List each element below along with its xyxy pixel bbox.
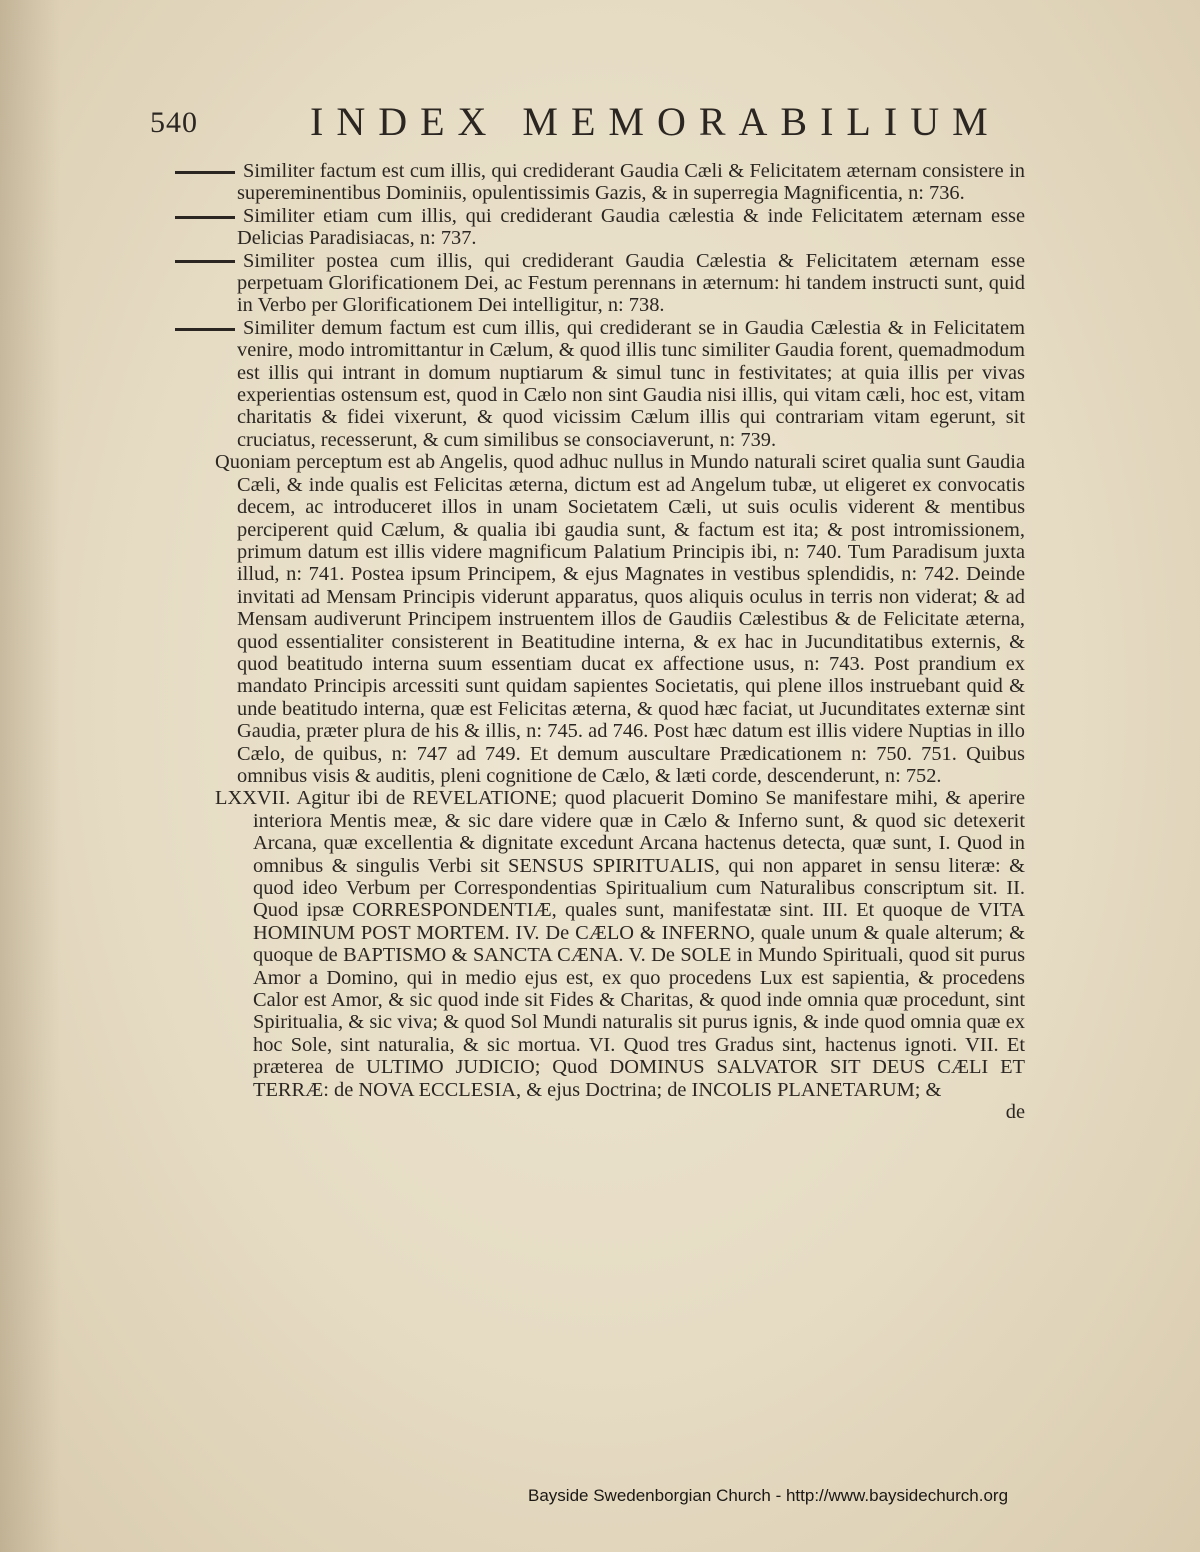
footer-credit: Bayside Swedenborgian Church - http://www.baysidechurch.org xyxy=(528,1486,1009,1505)
index-entry-738 xyxy=(215,250,1025,317)
dash-rule xyxy=(175,216,235,219)
entry-text: Similiter factum est cum illis, qui crediderant Gaudia Cæli & Felicitatem æternam consistere in supereminentibus Dominiis, opulentissimis Gazis, & in superregia Magnificentia, n: 736. xyxy=(237,160,1025,205)
index-entry-736 xyxy=(215,160,1025,205)
dash-rule xyxy=(175,171,235,174)
running-head: INDEX MEMORABILIUM xyxy=(310,99,1001,144)
entry-text: Similiter postea cum illis, qui crediderant Gaudia Cælestia & Felicitatem æternam esse perpetuam Glorificationem Dei, ac Festum perennans in æternum: hi tandem instructi sunt, quid in Verbo per Glorificationem Dei intelligitur, n: 738. xyxy=(237,249,1025,317)
dash-rule xyxy=(175,260,235,263)
binding-shadow xyxy=(0,0,60,1552)
page-header xyxy=(150,98,1001,148)
dash-rule xyxy=(175,328,235,331)
index-body xyxy=(215,160,1025,1123)
index-entry-737 xyxy=(215,205,1025,250)
entry-text: Similiter etiam cum illis, qui crediderant Gaudia cælestia & inde Felicitatem æternam esse Delicias Paradisiacas, n: 737. xyxy=(237,204,1025,250)
entry-text: LXXVII. Agitur ibi de REVELATIONE; quod placuerit Domino Se manifestare mihi, & aperire interiora Mentis meæ, & sic dare videre quæ in Cælo & Inferno sunt, & quod sic detexerit Arcana, quæ excellentia & dignitate excedunt Arcana hactenus detecta, quæ sunt, I. Quod in omnibus & singulis Verbi sit SENSUS SPIRITUALIS, qui non apparet in sensu literæ: & quod ideo Verbum per Correspondentias Spiritualium cum Naturalibus conscriptum sit. II. Quod ipsæ CORRESPONDENTIÆ, quales sunt, manifestatæ sint. III. Et quoque de VITA HOMINUM POST MORTEM. IV. De CÆLO & INFERNO, quale unum & quale alterum; & quoque de BAPTISMO & SANCTA CÆNA. V. De SOLE in Mundo Spirituali, quod sit purus Amor a Domino, qui in medio ejus est, ex quo procedens Lux est sapientia, & procedens Calor est Amor, & sic quod inde sit Fides & Charitas, & quod inde omnia quæ procedunt, sint Spiritualia, & sic viva; & quod Sol Mundi naturalis sit purus ignis, & inde quod omnia quæ ex hoc Sole, sint naturalia, & sic mortua. VI. Quod tres Gradus sint, hactenus ignoti. VII. Et præterea de ULTIMO JUDICIO; Quod DOMINUS SALVATOR SIT DEUS CÆLI ET TERRÆ: de NOVA ECCLESIA, & ejus Doctrina; de INCOLIS PLANETARUM; & xyxy=(215,787,1025,1101)
catchword: de xyxy=(1005,1101,1025,1124)
index-entry-lxxvii xyxy=(215,787,1025,1101)
entry-text: Quoniam perceptum est ab Angelis, quod adhuc nullus in Mundo naturali sciret qualia sunt Gaudia Cæli, & inde qualis est Felicitas æterna, dictum est ad Angelum tubæ, ut eligeret ex convocatis decem, ac introduceret illos in unam Societatem Cæli, ut suis oculis viderent & mentibus perciperent quid Cælum, & qualia ibi gaudia sunt, & factum est ita; & post intromissionem, primum datum est illis videre magnificum Palatium Principis ibi, n: 740. Tum Paradisum juxta illud, n: 741. Postea ipsum Principem, & ejus Magnates in vestibus splendidis, n: 742. Deinde invitati ad Mensam Principis viderunt apparatus, quos aliquis oculus in terris non viderat; & ad Mensam audiverunt Principem instruentem illos de Gaudiis Cælestibus & de Felicitate æterna, quod essentialiter consisterent in Beatitudine interna, & ex hac in Jucunditatibus externis, & quod beatitudo interna suum essentiam ducat ex affectione usus, n: 743. Post prandium ex mandato Principis arcessiti sunt quidam sapientes Societatis, qui plene illos instruebant quid & unde beatitudo interna, quæ est Felicitas æterna, & quod hæc faciat, ut Jucunditates externæ sint Gaudia, præter plura de his & illis, n: 745. ad 746. Post hæc datum est illis videre Nuptias in illo Cælo, de quibus, n: 747 ad 749. Et demum auscultare Prædicationem n: 750. 751. Quibus omnibus visis & auditis, pleni cognitione de Cælo, & læti corde, descenderunt, n: 752. xyxy=(215,451,1025,787)
entry-text: Similiter demum factum est cum illis, qui crediderant se in Gaudia Cælestia & in Felicitatem venire, modo intromittantur in Cælum, & quod illis tunc similiter Gaudia forent, quemadmodum est illis qui intrant in domum nuptiarum & simul tunc in festivitates; at quia illis per vivas experientias ostensum est, quod in Cælo non sint Gaudia nisi illis, qui vitam cæli, hoc est, vitam charitatis & fidei vixerunt, & quod vicissim Cælum illis qui contrariam vitam egerunt, sit cruciatus, recesserunt, & cum similibus se consociaverunt, n: 739. xyxy=(237,316,1025,451)
page-number: 540 xyxy=(150,106,198,139)
index-entry-739 xyxy=(215,317,1025,451)
index-entry-quoniam xyxy=(215,451,1025,787)
